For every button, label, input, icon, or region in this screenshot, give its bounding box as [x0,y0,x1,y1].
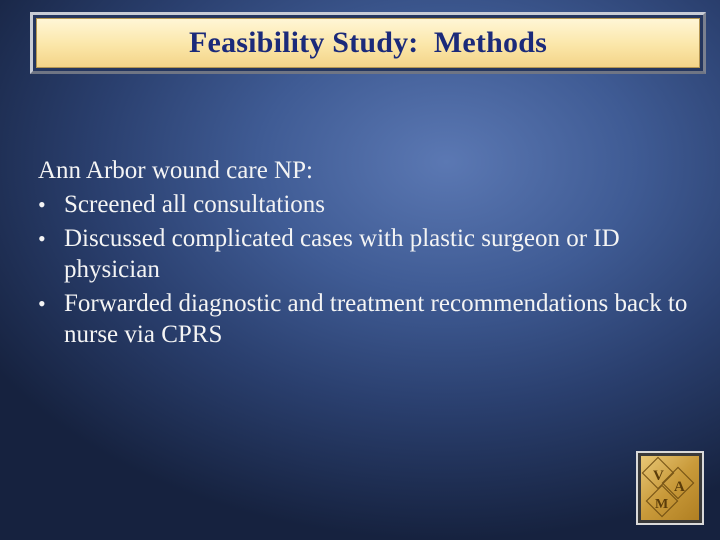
bullet-item [38,223,688,285]
bullet-text: Discussed complicated cases with plastic surgeon or ID physician [64,225,620,283]
va-logo-icon [636,451,704,525]
bullet-icon: • [38,226,46,251]
intro-line: Ann Arbor wound care NP: [38,157,313,184]
bullet-list [38,189,688,350]
bullet-icon: • [38,192,46,217]
bullet-item [38,189,688,220]
title-box [36,18,700,68]
logo-letter: M [655,497,669,512]
title-frame [30,12,706,74]
logo-letter: V [653,468,664,484]
bullet-icon: • [38,291,46,316]
slide-title: Feasibility Study: Methods [189,26,547,59]
bullet-text: Screened all consultations [64,191,326,218]
logo-letter: A [674,479,685,495]
logo-graphic [641,456,699,520]
bullet-text: Forwarded diagnostic and treatment recommendations back to nurse via CPRS [64,290,688,348]
bullet-item [38,288,688,350]
slide-body [38,155,688,353]
logo-inner [641,456,699,520]
